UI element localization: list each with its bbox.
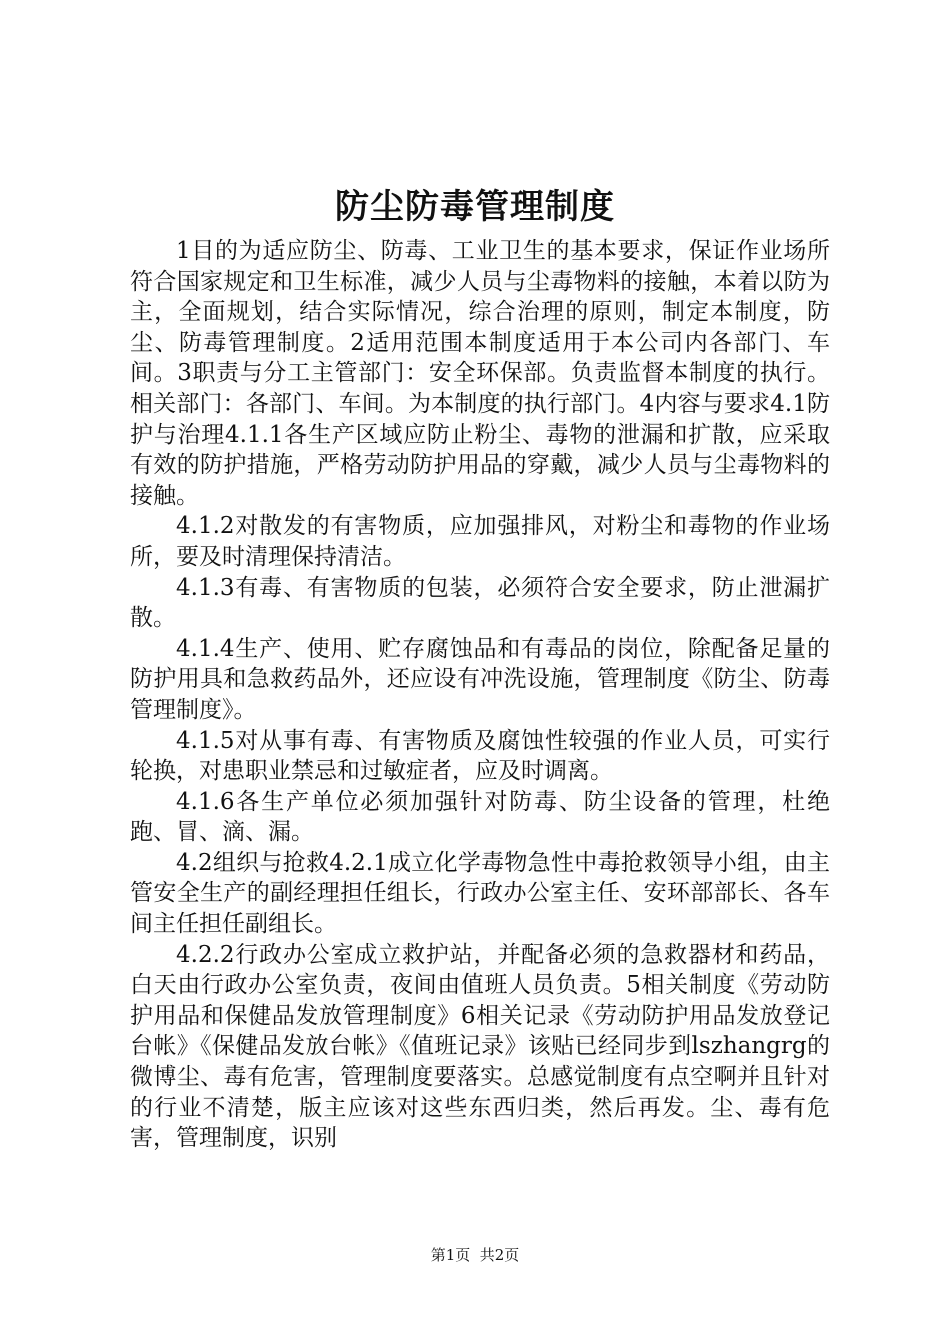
paragraph-4-1-4: 4.1.4生产、使用、贮存腐蚀品和有毒品的岗位，除配备足量的防护用具和急救药品外，还应设有冲洗设施，管理制度《防尘、防毒管理制度》。 xyxy=(130,635,830,723)
document-title: 防尘防毒管理制度 xyxy=(335,187,615,227)
page-footer xyxy=(0,1245,950,1265)
paragraph-4-1-6: 4.1.6各生产单位必须加强针对防毒、防尘设备的管理，杜绝跑、冒、滴、漏。 xyxy=(130,788,830,846)
paragraph-4-2-2: 4.2.2行政办公室成立救护站，并配备必须的急救器材和药品，白天由行政办公室负责，夜间由值班人员负责。5相关制度《劳动防护用品和保健品发放管理制度》6相关记录《劳动防护用品发放登记台帐》《保健品发放台帐》《值班记录》该贴已经同步到lszhangrg的微博尘、毒有危害，管理制度要落实。总感觉制度有点空啊并且针对的行业不清楚，版主应该对这些东西归类，然后再发。尘、毒有危害，管理制度，识别 xyxy=(130,941,830,1152)
paragraph-4-1-5: 4.1.5对从事有毒、有害物质及腐蚀性较强的作业人员，可实行轮换，对患职业禁忌和过敏症者，应及时调离。 xyxy=(130,727,830,785)
paragraph-4-1-2: 4.1.2对散发的有害物质，应加强排风，对粉尘和毒物的作业场所，要及时清理保持清洁。 xyxy=(130,513,830,570)
paragraph-4-1-3: 4.1.3有毒、有害物质的包装，必须符合安全要求，防止泄漏扩散。 xyxy=(130,574,830,632)
document-body xyxy=(130,236,830,1154)
page-number-label: 第1页 共2页 xyxy=(430,1246,520,1264)
paragraph-purpose-scope: 1目的为适应防尘、防毒、工业卫生的基本要求，保证作业场所符合国家规定和卫生标准，减少人员与尘毒物料的接触，本着以防为主，全面规划，结合实际情况，综合治理的原则，制定本制度，防尘、防毒管理制度。2适用范围本制度适用于本公司内各部门、车间。3职责与分工主管部门：安全环保部。负责监督本制度的执行。相关部门：各部门、车间。为本制度的执行部门。4内容与要求4.1防护与治理4.1.1各生产区域应防止粉尘、毒物的泄漏和扩散，应采取有效的防护措施，严格劳动防护用品的穿戴，减少人员与尘毒物料的接触。 xyxy=(130,238,830,509)
paragraph-4-2: 4.2组织与抢救4.2.1成立化学毒物急性中毒抢救领导小组，由主管安全生产的副经理担任组长，行政办公室主任、安环部部长、各车间主任担任副组长。 xyxy=(130,849,830,938)
